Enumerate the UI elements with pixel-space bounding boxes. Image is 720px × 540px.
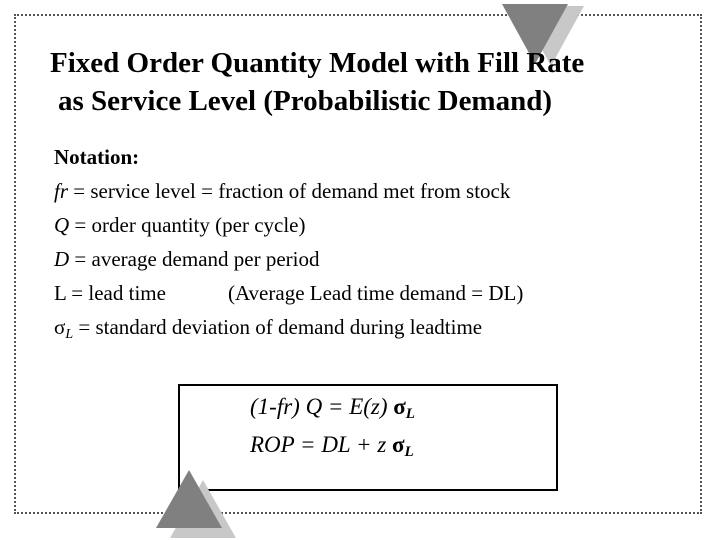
fr-definition: = service level = fraction of demand met from stock xyxy=(68,179,511,203)
fr-symbol: fr xyxy=(54,179,69,203)
rop-formula-lhs: ROP = DL + z xyxy=(250,432,393,457)
notation-heading: Notation: xyxy=(54,145,140,169)
notation-row-d xyxy=(54,242,674,276)
fill-rate-formula-lhs: (1-fr) Q = E(z) xyxy=(250,394,394,419)
triangle-bottom-decoration xyxy=(156,470,222,528)
q-definition: = order quantity (per cycle) xyxy=(69,213,306,237)
l-definition: L = lead time xyxy=(54,281,166,305)
rop-formula-sigma: σ xyxy=(392,432,405,457)
title-line-2: as Service Level (Probabilistic Demand) xyxy=(58,85,553,117)
rop-formula-subscript: L xyxy=(404,444,414,460)
d-definition: = average demand per period xyxy=(69,247,320,271)
fill-rate-formula xyxy=(250,394,415,423)
notation-block xyxy=(54,140,674,352)
d-symbol: D xyxy=(54,247,70,271)
fill-rate-formula-subscript: L xyxy=(405,406,415,422)
sigma-symbol: σ xyxy=(54,315,66,339)
fill-rate-formula-sigma: σ xyxy=(393,394,406,419)
slide-title xyxy=(30,44,670,120)
notation-row-sigma xyxy=(54,310,674,352)
rop-formula xyxy=(250,432,414,461)
notation-row-l xyxy=(54,276,674,310)
title-line-1: Fixed Order Quantity Model with Fill Rate xyxy=(50,47,585,79)
formula-box xyxy=(178,384,558,491)
notation-row-fr xyxy=(54,174,674,208)
sigma-definition: = standard deviation of demand during leadtime xyxy=(73,315,483,339)
lead-time-demand-note: (Average Lead time demand = DL) xyxy=(227,281,524,305)
sigma-subscript: L xyxy=(65,327,74,342)
q-symbol: Q xyxy=(54,213,70,237)
notation-row-q xyxy=(54,208,674,242)
